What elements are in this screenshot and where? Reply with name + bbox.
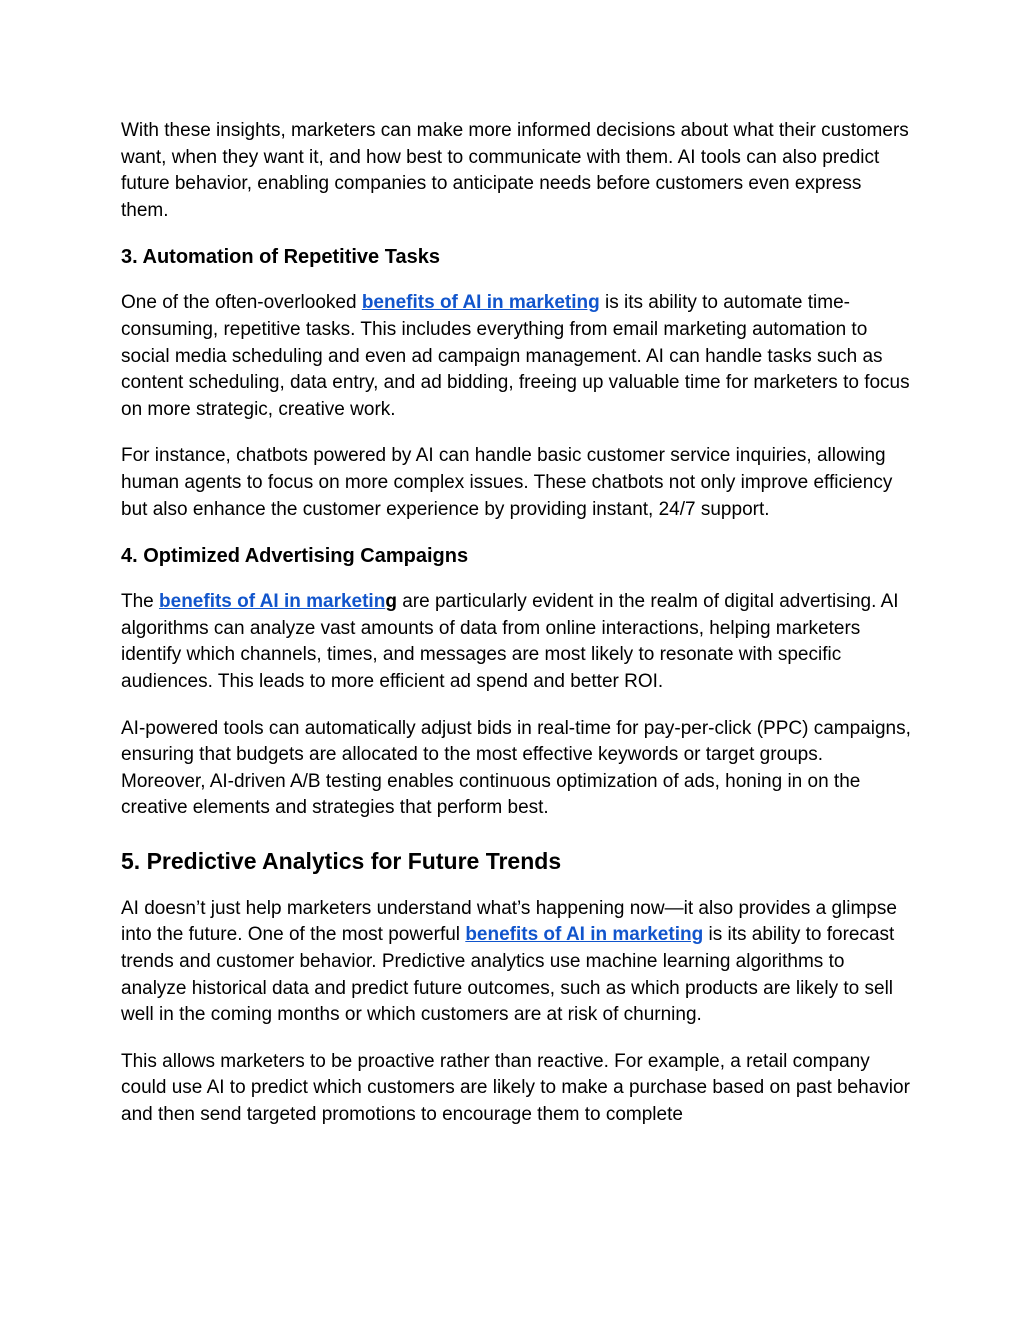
section-4-paragraph-1 [121,589,911,695]
section-4-paragraph-2: AI-powered tools can automatically adjust bids in real-time for pay-per-click (PPC) campaigns, ensuring that budgets are allocated to the most effective keywords or target groups. Moreover, AI-driven A/B testing enables continuous optimization of ads, honing in on the creative elements and strategies that perform best. [121,717,911,819]
text-run: The [121,591,160,613]
document-page [121,118,911,1129]
section-5-heading: 5. Predictive Analytics for Future Trends [121,847,562,874]
text-run: One of the often-overlooked [121,292,362,314]
section-5-paragraph-1 [121,896,911,1029]
section-5-paragraph-2: This allows marketers to be proactive rather than reactive. For example, a retail company could use AI to predict which customers are likely to make a purchase based on past behavior and then send targeted promotions to encourage them to complete [121,1050,910,1126]
section-3-paragraph-1 [121,290,911,423]
benefits-link[interactable]: benefits of AI in marketing [465,924,704,946]
bold-letter: g [385,591,397,613]
benefits-link[interactable]: benefits of AI in marketin [159,591,386,613]
text-run: are particularly evident in the realm of digital advertising. AI algorithms can analyze vast amounts of data from online interactions, helping marketers identify which channels, times, and messages are most likely to resonate with specific audiences. This leads to more efficient ad spend and better ROI. [121,591,899,692]
text-run: AI doesn’t just help marketers understand what’s happening now—it also provides a glimpse into the future. One of the most powerful [121,897,897,946]
text-run: is its ability to forecast trends and customer behavior. Predictive analytics use machine learning algorithms to analyze historical data and predict future outcomes, such as which products are likely to sell well in the coming months or which customers are at risk of churning. [121,924,895,1026]
text-run: is its ability to automate time-consuming, repetitive tasks. This includes everything from email marketing automation to social media scheduling and even ad campaign management. AI can handle tasks such as content scheduling, data entry, and ad bidding, freeing up valuable time for marketers to focus on more strategic, creative work. [121,292,910,420]
benefits-link[interactable]: benefits of AI in marketing [361,292,600,314]
section-3-heading: 3. Automation of Repetitive Tasks [121,246,440,269]
intro-paragraph: With these insights, marketers can make more informed decisions about what their customers want, when they want it, and how best to communicate with them. AI tools can also predict future behavior, enabling companies to anticipate needs before customers even express them. [121,120,909,221]
section-4-heading: 4. Optimized Advertising Campaigns [121,545,469,568]
section-3-paragraph-2: For instance, chatbots powered by AI can handle basic customer service inquiries, allowing human agents to focus on more complex issues. These chatbots not only improve efficiency but also enhance the customer experience by providing instant, 24/7 support. [121,445,893,520]
